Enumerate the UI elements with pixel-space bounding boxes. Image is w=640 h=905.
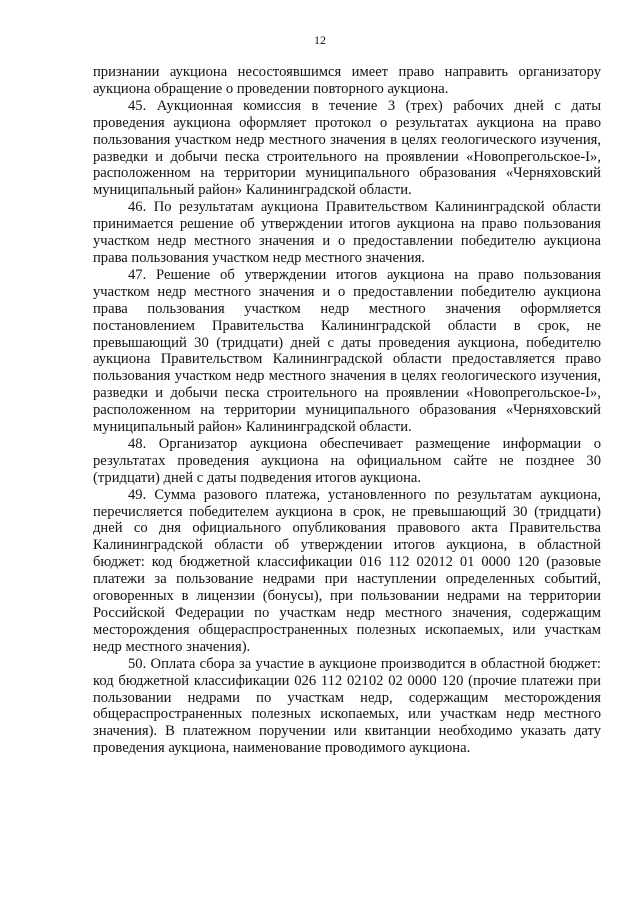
page-number: 12	[314, 33, 326, 47]
document-body	[93, 64, 601, 757]
paragraph-49: 49. Сумма разового платежа, установленного по результатам аукциона, перечисляется победителем аукциона в срок, не превышающий 30 (тридцати) дней со дня официального опубликования правового акта Правительства Калининградской области об утверждении итогов аукциона, в областной бюджет: код бюджетной классификации 016 112 02012 01 0000 120 (разовые платежи за пользование недрами при наступлении определенных событий, оговоренных в лицензии (бонусы), при пользовании недрами на территории Российской Федерации по участкам недр местного значения, содержащим месторождения общераспространенных полезных ископаемых, или участкам недр местного значения).	[93, 486, 601, 655]
paragraph-50: 50. Оплата сбора за участие в аукционе производится в областной бюджет: код бюджетной классификации 026 112 02102 02 0000 120 (прочие платежи при пользовании недрами по участкам недр, содержащим месторождения общераспространенных полезных ископаемых, или участкам недр местного значения). В платежном поручении или квитанции необходимо указать дату проведения аукциона, наименование проводимого аукциона.	[93, 655, 601, 757]
paragraph-48: 48. Организатор аукциона обеспечивает размещение информации о результатах проведения аукциона на официальном сайте не позднее 30 (тридцати) дней с даты подведения итогов аукциона.	[93, 435, 601, 486]
paragraph-47: 47. Решение об утверждении итогов аукциона на право пользования участком недр местного значения и о предоставлении победителю аукциона права пользования участком недр местного значения оформляется постановлением Правительства Калининградской области в срок, не превышающий 30 (тридцати) дней с даты проведения аукциона, победителю аукциона Правительством Калининградской области предоставляется право пользования участком недр местного значения в целях геологического изучения, разведки и добычи песка строительного на проявлении «Новопрегольское-I», расположенном на территории муниципального образования «Черняховский муниципальный район» Калининградской области.	[93, 266, 601, 436]
paragraph-46: 46. По результатам аукциона Правительством Калининградской области принимается решение об утверждении итогов аукциона на право пользования участком недр местного значения и о предоставлении победителю аукциона права пользования участком недр местного значения.	[93, 199, 601, 266]
paragraph-45: 45. Аукционная комиссия в течение 3 (трех) рабочих дней с даты проведения аукциона оформляет протокол о результатах аукциона на право пользования участком недр местного значения в целях геологического изучения, разведки и добычи песка строительного на проявлении «Новопрегольское-I», расположенном на территории муниципального образования «Черняховский муниципальный район» Калининградской области.	[93, 97, 601, 199]
paragraph-continuation: признании аукциона несостоявшимся имеет право направить организатору аукциона обращение о проведении повторного аукциона.	[93, 64, 601, 97]
